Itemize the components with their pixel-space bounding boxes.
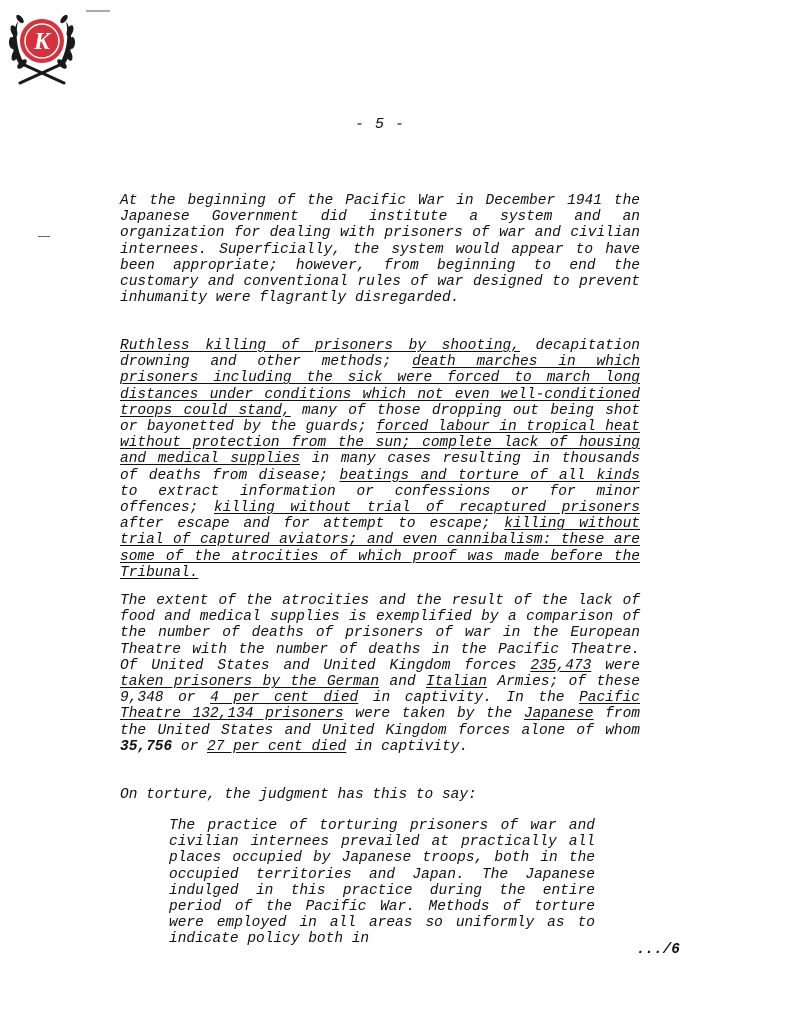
underlined-figure: 235,473 — [530, 657, 592, 674]
text-run: after escape and for attempt to escape; — [120, 516, 505, 533]
text-run: The extent of the atrocities and the result of the lack of food and medical supplies is exemplified by a comparison of the number of deaths of prisoners of war in the European Theatre with the number of deaths in the Pacific Theatre. Of United States and United Kingdom forces — [120, 593, 640, 674]
text-run: many of those dropping out being shot or bayonetted by the guards; — [120, 402, 641, 436]
margin-mark — [38, 236, 50, 237]
underlined-phrase: 4 per cent died — [210, 690, 359, 707]
text-run: and — [379, 674, 427, 691]
underlined-phrase: Japanese — [523, 706, 594, 723]
underlined-phrase: killing without trial of captured aviators; and even cannibalism: these are some of the atrocities of which proof was made before the Tribunal. — [120, 516, 640, 581]
block-quote: The practice of torturing prisoners of war and civilian internees prevailed at practically all places occupied by Japanese troops, both in the occupied territories and Japan. The Japanese indulged in this practice during the entire period of the Pacific War. Methods of torture were employed in all areas so uniformly as to indicate policy both in — [169, 818, 595, 948]
laurel-k-logo — [6, 5, 78, 87]
text-run: or — [172, 738, 208, 755]
underlined-phrase: Pacific Theatre 132,134 prisoners — [120, 690, 640, 723]
text-run: in many cases resulting in thousands of deaths from disease; — [120, 451, 641, 484]
text-run: from the United States and United Kingdom forces alone of whom — [120, 706, 641, 739]
underlined-phrase: Italian — [426, 674, 487, 691]
underlined-phrase: beatings and torture of all kinds — [339, 467, 640, 484]
paragraph-statistics — [120, 593, 640, 755]
scan-artifact — [86, 10, 110, 12]
paragraph-intro: At the beginning of the Pacific War in December 1941 the Japanese Government did institute a system and an organization for dealing with prisoners of war and civilian internees. Superficially, the system would appear to have been appropriate; however, from beginning to end the customary and conventional rules of war designed to prevent inhumanity were flagrantly disregarded. — [120, 193, 640, 307]
text-run: in captivity. — [346, 738, 469, 755]
underlined-phrase: 27 per cent died — [207, 738, 347, 755]
text-run: in captivity. In the — [358, 690, 580, 707]
text-run: were — [591, 657, 640, 674]
underlined-phrase: killing without trial of recaptured prisoners — [213, 500, 640, 517]
paragraph-torture-intro: On torture, the judgment has this to say: — [120, 787, 477, 803]
continued-page-marker: .../6 — [636, 942, 680, 958]
paragraph-atrocities — [120, 338, 640, 581]
underlined-phrase: taken prisoners by the German — [120, 674, 380, 691]
underlined-phrase: forced labour in tropical heat without protection from the sun; complete lack of housing and medical supplies — [120, 419, 640, 468]
text-run: decapitation drowning and other methods; — [120, 338, 640, 371]
underlined-phrase: death marches in which prisoners including the sick were forced to march long distances under conditions which not even well-conditioned troops could stand, — [120, 354, 640, 419]
text-run: Armies; of these 9,348 or — [120, 674, 640, 707]
text-run: to extract information or confessions or for minor offences; — [120, 483, 640, 517]
logo-letter: K — [33, 29, 51, 55]
crossed-swords-icon — [20, 63, 64, 83]
bold-figure: 35,756 — [120, 738, 173, 755]
underlined-phrase: Ruthless killing of prisoners by shooting, — [120, 338, 520, 354]
text-run: were taken by the — [343, 706, 524, 723]
page-number: - 5 - — [354, 116, 405, 133]
